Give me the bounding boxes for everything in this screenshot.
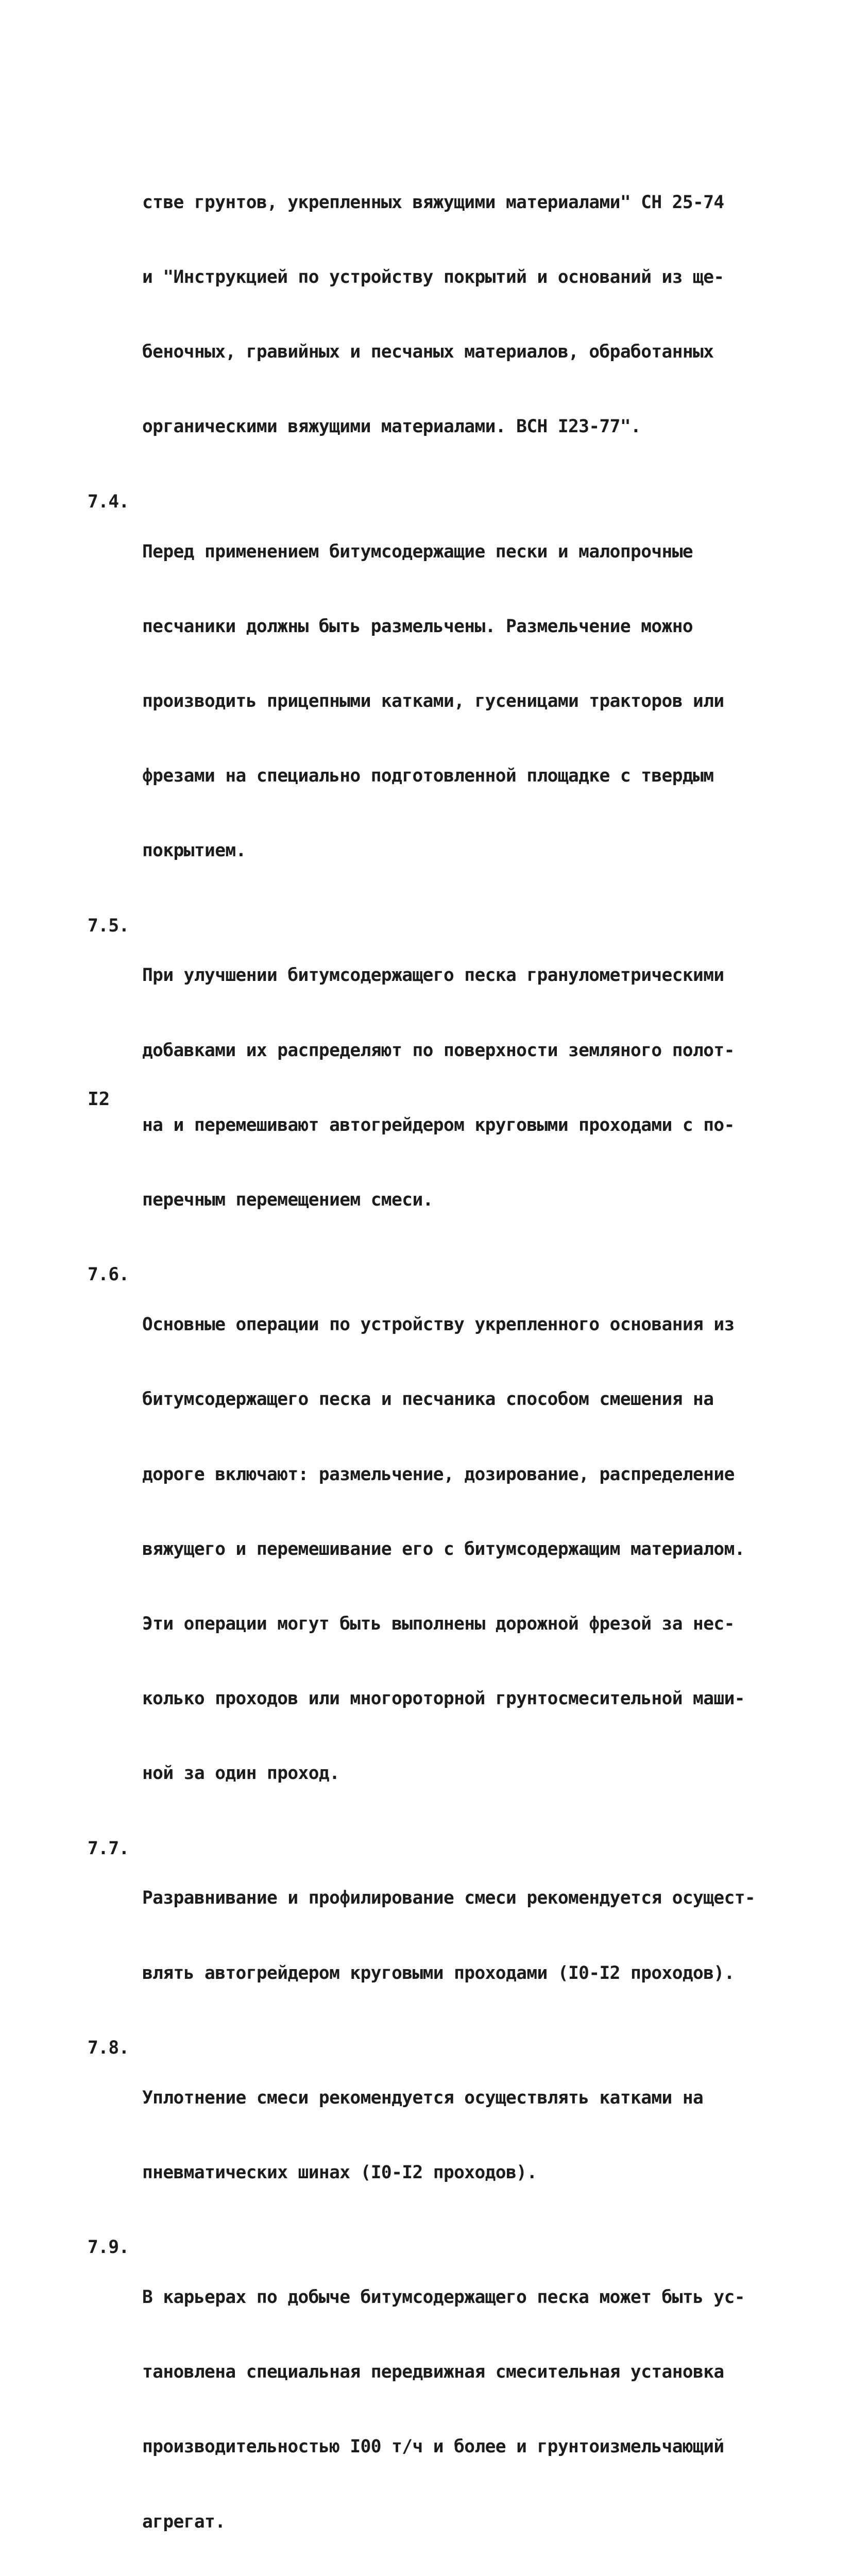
clause-number: 7.8. <box>88 2037 129 2058</box>
text-line: влять автогрейдером круговыми проходами (I0-I2 проходов). <box>142 1962 735 1984</box>
continued-paragraph <box>88 140 768 489</box>
text-line: Основные операции по устройству укрепленного основания из <box>142 1314 735 1335</box>
document-body <box>88 140 768 2576</box>
clause-7-8 <box>88 2036 768 2235</box>
text-line: При улучшении битумсодержащего песка гранулометрическими <box>142 965 724 986</box>
text-line: ной за один проход. <box>142 1763 340 1784</box>
text-line: стве грунтов, укрепленных вяжущими материалами" СН 25-74 <box>142 192 724 213</box>
clause-7-4 <box>88 489 768 913</box>
clause-text <box>142 913 768 1263</box>
clause-text <box>142 2235 768 2576</box>
text-line: производить прицепными катками, гусеницами тракторов или <box>142 690 724 711</box>
text-line: Эти операции могут быть выполнены дорожной фрезой за нес- <box>142 1613 735 1634</box>
clause-7-7 <box>88 1836 768 2036</box>
text-line: на и перемешивают автогрейдером круговыми проходами с по- <box>142 1114 735 1136</box>
text-line: Перед применением битумсодержащие пески и малопрочные <box>142 541 693 562</box>
text-line: вяжущего и перемешивание его с битумсодержащим материалом. <box>142 1538 745 1560</box>
clause-7-9 <box>88 2235 768 2576</box>
text-line: фрезами на специально подготовленной площадке с твердым <box>142 766 714 787</box>
clause-text <box>142 1836 768 2036</box>
text-line: песчаники должны быть размельчены. Размельчение можно <box>142 616 693 637</box>
clause-text <box>142 1262 768 1836</box>
text-line: В карьерах по добыче битумсодержащего песка может быть ус- <box>142 2286 745 2308</box>
text-line: покрытием. <box>142 840 246 861</box>
text-line: Разравнивание и профилирование смеси рекомендуется осущест- <box>142 1888 756 1909</box>
text-line: добавками их распределяют по поверхности земляного полот- <box>142 1040 735 1061</box>
clause-number: 7.9. <box>88 2237 129 2258</box>
clause-number: 7.7. <box>88 1838 129 1859</box>
text-line: тановлена специальная передвижная смесительная установка <box>142 2362 724 2383</box>
text-line: пневматических шинах (I0-I2 проходов). <box>142 2162 537 2183</box>
page-number: I2 <box>88 1089 110 1110</box>
clause-text <box>142 2036 768 2235</box>
text-line: агрегат. <box>142 2511 226 2532</box>
text-line: перечным перемещением смеси. <box>142 1190 433 1211</box>
text-line: колько проходов или многороторной грунтосмесительной маши- <box>142 1688 745 1709</box>
clause-number: 7.4. <box>88 491 129 512</box>
text-line: битумсодержащего песка и песчаника способом смешения на <box>142 1389 714 1410</box>
text-line: дороге включают: размельчение, дозирование, распределение <box>142 1464 735 1485</box>
clause-7-5 <box>88 913 768 1263</box>
clause-number: 7.5. <box>88 915 129 936</box>
text-line: производительностью I00 т/ч и более и грунтоизмельчающий <box>142 2436 724 2458</box>
text-line: Уплотнение смеси рекомендуется осуществлять катками на <box>142 2087 704 2108</box>
text-line: и "Инструкцией по устройству покрытий и оснований из ще- <box>142 267 724 288</box>
clause-number: 7.6. <box>88 1264 129 1285</box>
text-line: беночных, гравийных и песчаных материалов, обработанных <box>142 342 714 363</box>
text-line: органическими вяжущими материалами. ВСН I23-77". <box>142 416 641 437</box>
clause-text <box>142 489 768 913</box>
clause-7-6 <box>88 1262 768 1836</box>
